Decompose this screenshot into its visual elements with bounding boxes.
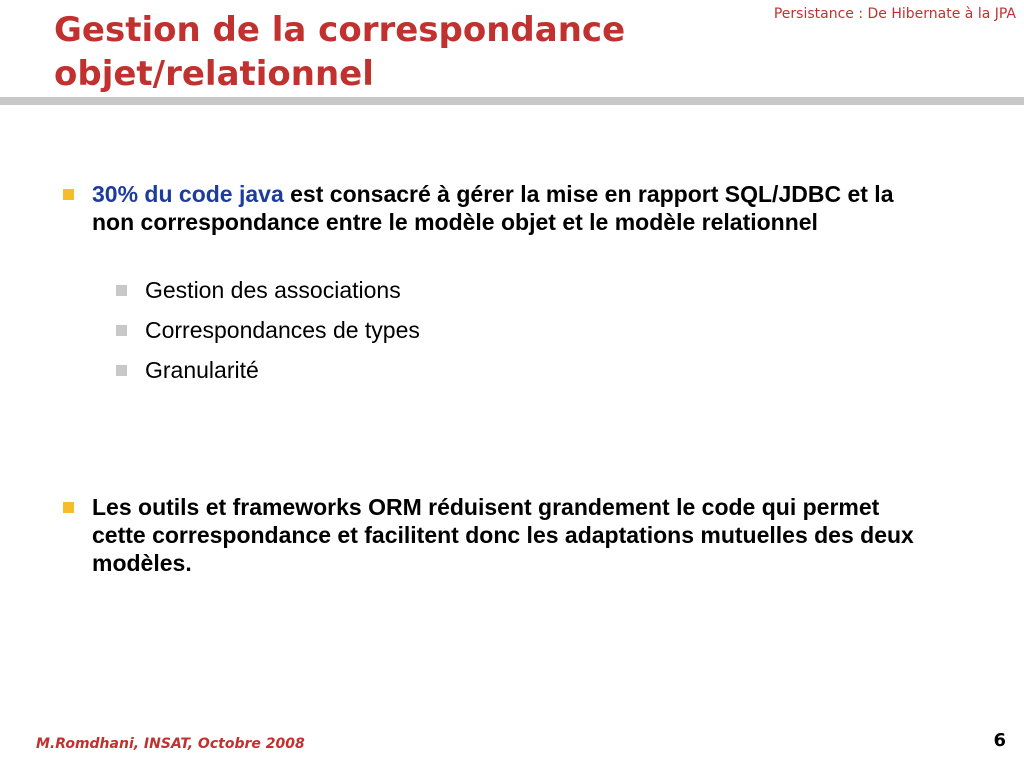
sub-item-3 xyxy=(114,356,714,384)
sub-item-1 xyxy=(114,276,714,304)
sub-item-label: Correspondances de types xyxy=(145,317,420,343)
page-number: 6 xyxy=(993,730,1006,751)
footer-author: M.Romdhani, INSAT, Octobre 2008 xyxy=(36,736,305,752)
bullet-text-2: Les outils et frameworks ORM réduisent grandement le code qui permet cette correspondance et facilitent donc les adaptations mutuelles des deux modèles. xyxy=(92,494,914,576)
slide-title xyxy=(54,8,734,96)
square-bullet-icon xyxy=(116,285,127,296)
sub-item-label: Granularité xyxy=(145,357,259,383)
slide-title-line1: Gestion de la correspondance xyxy=(54,10,626,50)
bullet-item-1 xyxy=(58,180,938,236)
bullet-text-1 xyxy=(92,180,938,236)
bullet-body-1: est consacré à gérer la mise en rapport SQL/JDBC et la non correspondance entre le modèle objet et le modèle relationnel xyxy=(92,181,894,235)
square-bullet-icon xyxy=(116,365,127,376)
header-topic: Persistance : De Hibernate à la JPA xyxy=(773,6,1016,22)
slide-title-line2: objet/relationnel xyxy=(54,54,374,94)
square-bullet-icon xyxy=(116,325,127,336)
sub-item-2 xyxy=(114,316,714,344)
bullet-item-2 xyxy=(58,493,938,577)
square-bullet-icon xyxy=(63,189,74,200)
title-divider xyxy=(0,97,1024,105)
square-bullet-icon xyxy=(63,502,74,513)
bullet-highlight: 30% du code java xyxy=(92,181,284,207)
sub-item-label: Gestion des associations xyxy=(145,277,401,303)
